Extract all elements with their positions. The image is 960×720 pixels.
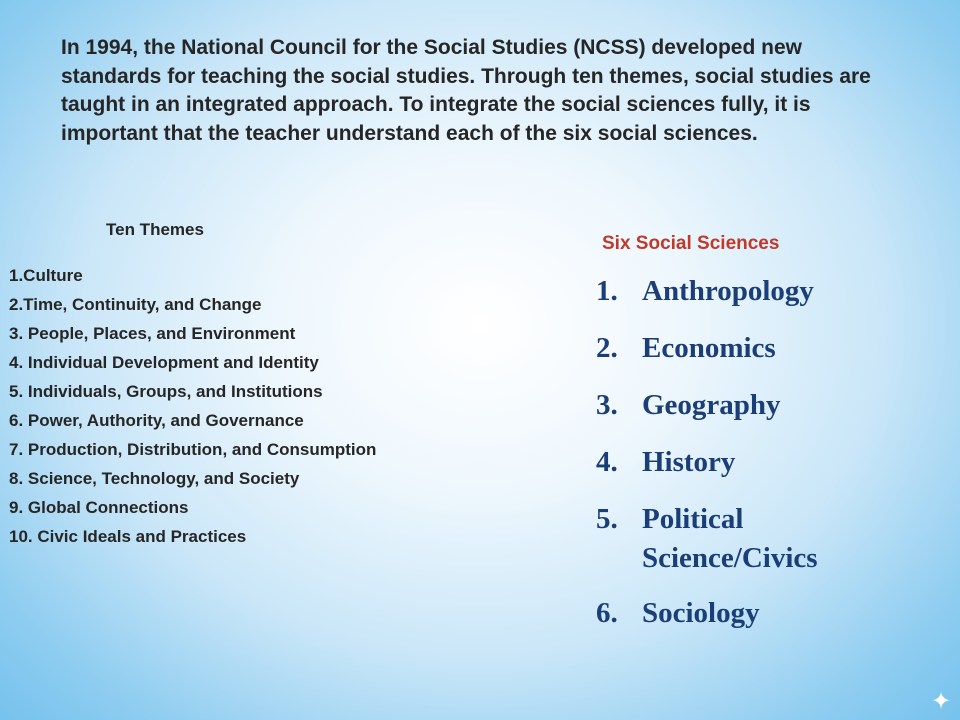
science-item-number: 3. xyxy=(596,389,618,421)
science-item-name: Political Science/Civics xyxy=(642,503,818,574)
science-item-name: History xyxy=(642,446,736,478)
science-item-number: 4. xyxy=(596,446,618,478)
theme-item: 5. Individuals, Groups, and Institutions xyxy=(9,382,323,401)
intro-paragraph: In 1994, the National Council for the Social Studies (NCSS) developed new standards for teaching the social studies. Through ten themes, social studies are taught in an integrated approach. To integrate the social sciences fully, it is important that the teacher understand each of the six social sciences. xyxy=(61,36,871,145)
science-item xyxy=(596,443,862,482)
science-item-number: 1. xyxy=(596,275,618,307)
theme-item: 3. People, Places, and Environment xyxy=(9,324,296,343)
science-item-name: Geography xyxy=(642,389,781,421)
theme-item: 9. Global Connections xyxy=(9,498,189,517)
ten-themes-heading: Ten Themes xyxy=(106,220,204,239)
ten-themes-list xyxy=(9,261,376,551)
science-item-name: Sociology xyxy=(642,597,760,629)
sparkle-icon: ✦ xyxy=(930,687,952,715)
six-social-sciences-heading: Six Social Sciences xyxy=(602,233,780,254)
science-item xyxy=(596,272,862,311)
science-item-number: 5. xyxy=(596,503,618,535)
science-item-name: Economics xyxy=(642,332,776,364)
theme-item: 2.Time, Continuity, and Change xyxy=(9,295,262,314)
theme-item: 8. Science, Technology, and Society xyxy=(9,469,300,488)
social-sciences-list xyxy=(596,272,862,651)
theme-item: 7. Production, Distribution, and Consumption xyxy=(9,440,377,459)
theme-item: 4. Individual Development and Identity xyxy=(9,353,319,372)
science-item-name: Anthropology xyxy=(642,275,814,307)
science-item xyxy=(596,386,862,425)
theme-item: 1.Culture xyxy=(9,266,83,285)
theme-item: 10. Civic Ideals and Practices xyxy=(9,527,247,546)
science-item xyxy=(596,500,862,578)
science-item-number: 2. xyxy=(596,332,618,364)
science-item xyxy=(596,329,862,368)
science-item-number: 6. xyxy=(596,597,618,629)
theme-item: 6. Power, Authority, and Governance xyxy=(9,411,304,430)
science-item xyxy=(596,594,862,633)
